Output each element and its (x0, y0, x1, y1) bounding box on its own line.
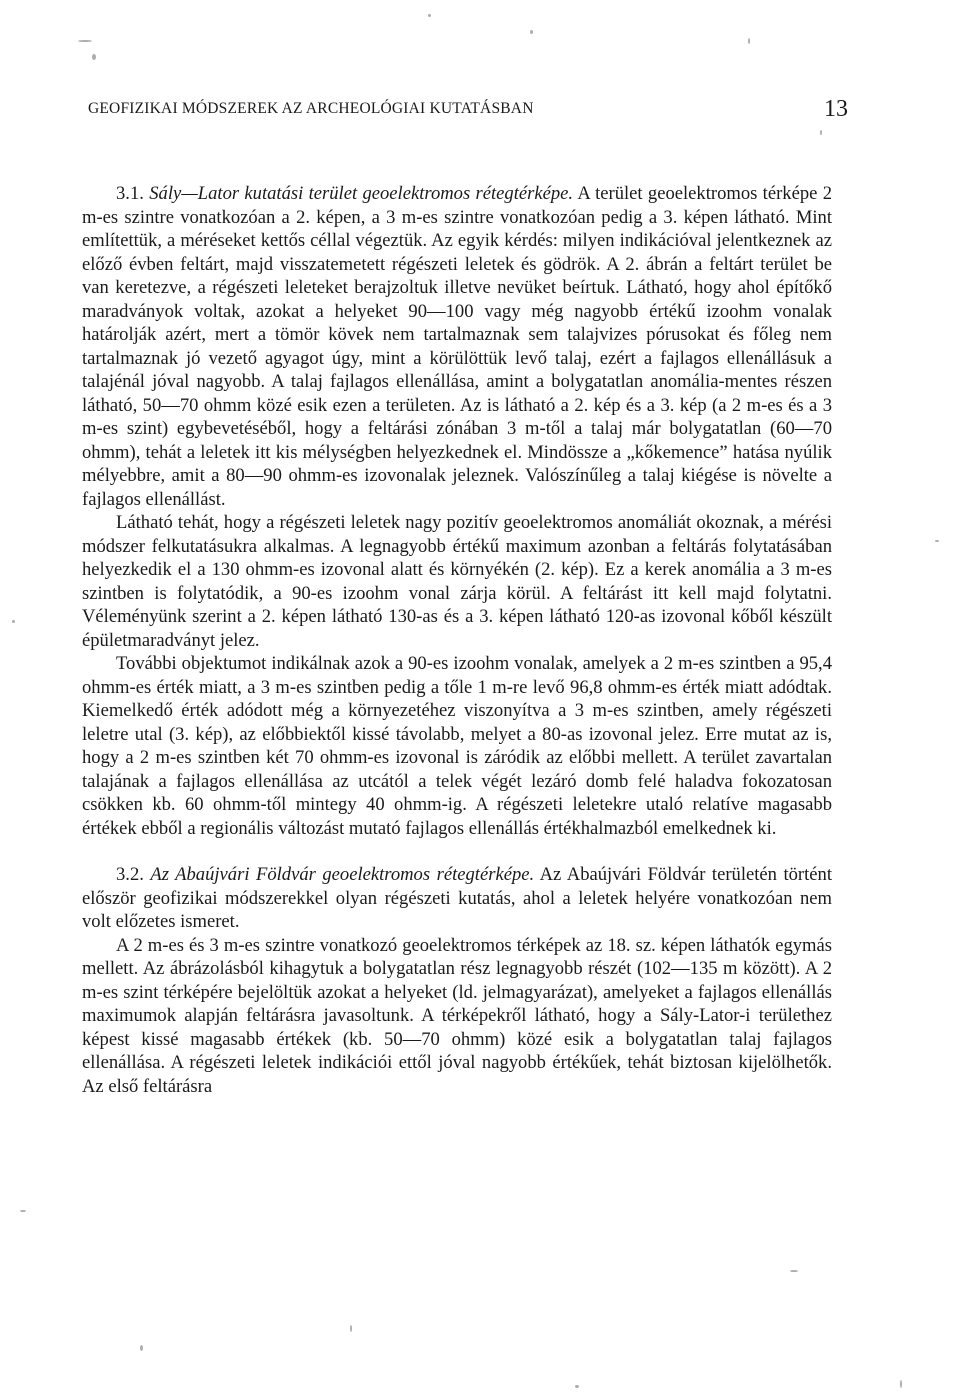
scan-speck (140, 1345, 143, 1351)
page-number: 13 (824, 96, 848, 122)
scan-speck (748, 38, 750, 44)
section-title: Sály—Lator kutatási terület geoelektromos rétegtérképe. (149, 183, 574, 204)
scan-speck (820, 130, 822, 135)
scan-speck (12, 620, 15, 623)
scan-speck (790, 1270, 798, 1272)
paragraph: Látható tehát, hogy a régészeti leletek nagy pozitív geoelektromos anomáliát okoznak, a mérési módszer felkutatásukra alkalmas. A legnagyobb értékű maximum azonban a feltárás folytatásában helyezkedik el a 130 ohmm-es izovonal alatt és környékén (2. kép). Ez a kerek anomália a 3 m-es szintben is folytatódik, a 90-es izoohm vonal zárja körül. A feltárást itt kell majd folytatni. Véleményünk szerint a 2. képen látható 130-as és a 3. képen látható 120-as izovonal kőből készült épületmaradványt jelez. (82, 512, 832, 651)
scan-speck (530, 30, 533, 34)
paragraph (82, 863, 832, 934)
paragraph-text: Az Abaújvári Földvár területén történt először geofizikai módszerekkel olyan régészeti kutatás, ahol a leletek helyére vonatkozóan nem volt előzetes ismeret. (82, 864, 832, 932)
section-number: 3.1. (116, 183, 144, 204)
running-head: GEOFIZIKAI MÓDSZEREK AZ ARCHEOLÓGIAI KUTATÁSBAN (88, 100, 534, 117)
section-title: Az Abaújvári Földvár geoelektromos rétegtérképe. (150, 864, 535, 885)
paragraph: A 2 m-es és 3 m-es szintre vonatkozó geoelektromos térképek az 18. sz. képen láthatók egymás mellett. Az ábrázolásból kihagytuk a bolygatatlan rész legnagyobb részét (102—135 m között). A 2 m-es szint térképére bejelöltük azokat a helyeket (ld. jelmagyarázat), amelyeket a fajlagos ellenállás maximumok alapján feltárásra javasoltunk. A térképekről látható, hogy a Sály-Lator-i területhez képest kissé magasabb értékek (kb. 50—70 ohmm) közé esik a bolygatatlan talaj fajlagos ellenállása. A régészeti leletek indikációi ettől jóval nagyobb értékűek, tehát biztosan kijelölhetők. Az első feltárásra (82, 934, 832, 1097)
scan-speck (20, 1210, 26, 1212)
scan-speck (350, 1325, 352, 1332)
section-number: 3.2. (116, 864, 144, 885)
paragraph: További objektumot indikálnak azok a 90-es izoohm vonalak, amelyek a 2 m-es szintben a 95,4 ohmm-es érték miatt, a 3 m-es szintben pedig a tőle 1 m-re levő 96,8 ohmm-es érték miatt adódtak. Kiemelkedő érték adódott még a környezetéhez viszonyítva a 3 m-es szintben, amely régészeti leletre utal (3. kép), az előbbiektől kissé távolabb, melyet a 80-as izovonal jelez. Erre mutat az is, hogy a 2 m-es szintben két 70 ohmm-es izovonal is záródik az előbbi mellett. A terület zavartalan talajának a fajlagos ellenállása az utcától a telek végét lezáró domb felé haladva fokozatosan csökken kb. 60 ohmm-től mintegy 40 ohmm-ig. A régészeti leletekre utaló relatíve magasabb értékek ebből a regionális változást mutató fajlagos ellenállás értékhalmazból emelkednek ki. (82, 653, 832, 839)
scan-speck (428, 14, 431, 17)
paragraph (82, 182, 832, 511)
scan-speck (900, 1380, 902, 1388)
scan-speck (935, 540, 939, 542)
paragraph-text: A terület geoelektromos térképe 2 m-es szintre vonatkozóan a 2. képen, a 3 m-es szintre vonatkozóan pedig a 3. képen látható. Mint említettük, a méréseket kettős céllal végeztük. Az egyik kérdés: milyen indikációval jelentkeznek az előző évben feltárt, majd visszatemetett régészeti leletek és gödrök. A 2. ábrán a feltárt terület be van keretezve, a régészeti leleteket berajzoltuk illetve nevüket beírtuk. Látható, hogy ahol építőkő maradványok voltak, azokat a helyeket 90—100 vagy még nagyobb értékű izoohm vonalak határolják azért, mert a tömör kövek nem tartalmaznak sem talajvizes pórusokat és főleg nem tartalmaznak jó vezető agyagot úgy, mint a körülöttük levő talaj, ezért a fajlagos ellenállásuk a talajénál jóval nagyobb. A talaj fajlagos ellenállása, amint a bolygatatlan anomália-mentes részen látható, 50—70 ohmm közé esik ezen a területen. Az is látható a 2. kép és a 3. kép (a 2 m-es és a 3 m-es szint) egybevetéséből, hogy a feltárási zónában 3 m-től a talaj már bolygatatlan (60—70 ohmm), tehát a leletek itt kis mélységben helyezkednek el. Mindössze a „kőkemence” hatása nyúlik mélyebbre, amit a 80—90 ohmm-es izovonalak jeleznek. Valószínűleg a talaj kiégése is növelte a fajlagos ellenállást. (82, 183, 832, 510)
scan-speck (575, 1385, 579, 1388)
scan-speck (92, 54, 96, 60)
scan-speck (78, 40, 92, 42)
body-text (82, 182, 832, 1098)
